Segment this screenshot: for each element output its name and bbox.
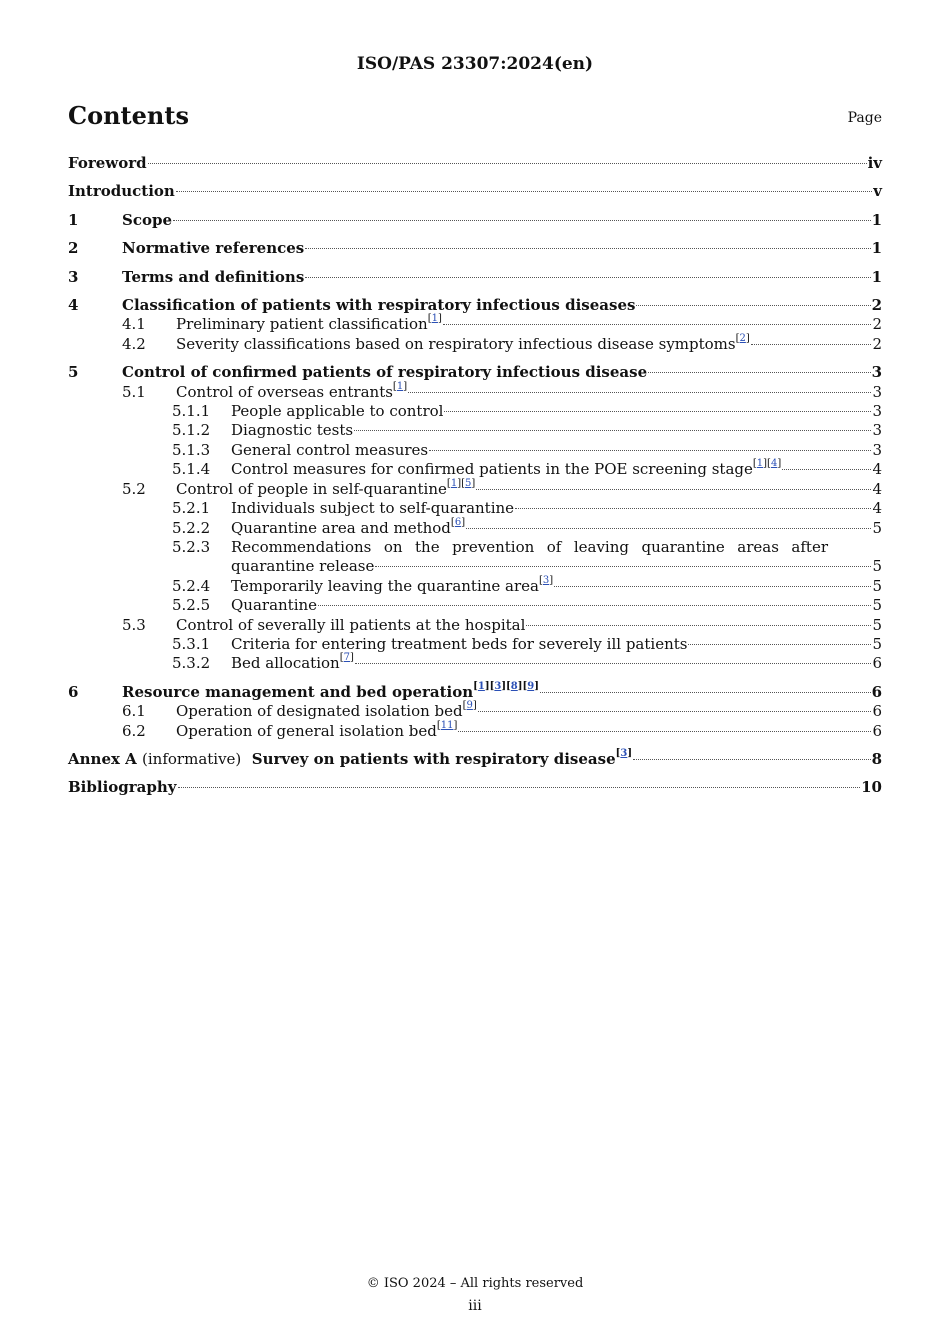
- leader-dots: [540, 692, 871, 693]
- toc-title: Diagnostic tests: [231, 421, 354, 440]
- toc-entry-5-2-4[interactable]: [68, 574, 882, 596]
- leader-dots: [173, 220, 871, 221]
- toc-title: Normative references: [122, 239, 305, 258]
- toc-page: 2: [871, 296, 882, 315]
- toc-number: 4.2: [122, 334, 146, 353]
- table-of-contents: [68, 154, 882, 798]
- leader-dots: [178, 787, 861, 788]
- toc-entry-foreword[interactable]: [68, 154, 882, 173]
- toc-entry-bibliography[interactable]: [68, 778, 882, 797]
- leader-dots: [176, 191, 872, 192]
- toc-number: 5.1.4: [172, 460, 211, 479]
- toc-page: 3: [871, 363, 882, 382]
- contents-heading: Contents: [68, 101, 189, 130]
- toc-title: quarantine release: [231, 557, 375, 576]
- toc-entry-5-1[interactable]: [68, 380, 882, 402]
- toc-page: iv: [867, 154, 882, 172]
- toc-number: 5.1: [122, 382, 146, 401]
- toc-page: 6: [871, 682, 882, 701]
- leader-dots: [305, 277, 870, 278]
- page-number: iii: [468, 1298, 482, 1314]
- toc-number: 5.3.2: [172, 654, 211, 673]
- toc-title: Individuals subject to self-quarantine: [231, 499, 515, 518]
- leader-dots: [633, 759, 871, 760]
- toc-title: Quarantine: [231, 596, 318, 615]
- toc-page: 3: [872, 440, 882, 459]
- citation-link[interactable]: 4: [770, 458, 778, 470]
- toc-title: Introduction: [68, 182, 175, 201]
- toc-title: Recommendations on the prevention of leaving quarantine areas after: [231, 537, 828, 556]
- toc-entry-5-3[interactable]: [68, 616, 882, 635]
- toc-number: 5.2: [122, 479, 146, 498]
- toc-title: Annex A (informative) Survey on patients with respiratory disease[3]: [68, 747, 633, 768]
- toc-entry-control-confirmed-patients[interactable]: [68, 363, 882, 382]
- toc-title: Foreword: [68, 154, 147, 172]
- leader-dots: [526, 625, 871, 626]
- page-column-label: Page: [847, 110, 882, 126]
- toc-title: Temporarily leaving the quarantine area[3]: [231, 574, 554, 595]
- toc-page: 2: [872, 315, 882, 334]
- citation-link[interactable]: 3: [620, 747, 628, 759]
- toc-title: Criteria for entering treatment beds for severely ill patients: [231, 634, 688, 653]
- toc-number: 5.3.1: [172, 634, 211, 653]
- leader-dots: [458, 731, 871, 732]
- toc-entry-5-2-5[interactable]: [68, 596, 882, 615]
- toc-number: 6: [68, 682, 79, 701]
- toc-title: Bibliography: [68, 778, 177, 797]
- toc-entry-5-1-2[interactable]: [68, 421, 882, 440]
- toc-page: 1: [871, 239, 882, 258]
- toc-title: Scope: [122, 210, 173, 229]
- toc-title: Preliminary patient classification[1]: [176, 313, 442, 334]
- toc-title: Control of confirmed patients of respiratory infectious disease: [122, 363, 648, 382]
- citation-link[interactable]: 7: [343, 652, 350, 664]
- toc-page: 6: [872, 702, 882, 721]
- toc-number: 6.2: [122, 721, 146, 740]
- toc-page: 6: [872, 721, 882, 740]
- toc-page: 5: [872, 518, 882, 537]
- leader-dots: [429, 450, 871, 451]
- document-id-header: ISO/PAS 23307:2024(en): [356, 54, 594, 74]
- leader-dots: [354, 430, 871, 431]
- toc-entry-4-2[interactable]: [68, 332, 882, 354]
- toc-entry-annex-a[interactable]: [68, 747, 882, 769]
- toc-title: People applicable to control: [231, 402, 444, 421]
- toc-page: 8: [871, 749, 882, 768]
- citation-link[interactable]: 5: [465, 477, 472, 489]
- toc-title: Control of overseas entrants[1]: [176, 380, 408, 401]
- toc-number: 5.2.4: [172, 576, 211, 595]
- citation-link[interactable]: 6: [454, 516, 462, 528]
- toc-entry-4-1[interactable]: [68, 315, 882, 334]
- toc-title: General control measures: [231, 440, 429, 459]
- toc-page: 5: [872, 615, 882, 634]
- leader-dots: [515, 508, 871, 509]
- toc-page: 4: [872, 460, 882, 479]
- toc-entry-5-2[interactable]: [68, 477, 882, 499]
- citation-link[interactable]: 2: [739, 332, 746, 344]
- toc-entry-terms-and-definitions[interactable]: [68, 268, 882, 287]
- toc-number: 5.1.1: [172, 402, 211, 421]
- leader-dots: [688, 644, 871, 645]
- toc-title: Operation of general isolation bed[11]: [176, 719, 458, 740]
- toc-entry-5-1-1[interactable]: [68, 402, 882, 421]
- leader-dots: [444, 411, 871, 412]
- toc-entry-classification[interactable]: [68, 296, 882, 315]
- leader-dots: [375, 566, 871, 567]
- citation-link[interactable]: 1: [756, 458, 764, 470]
- toc-page: 3: [872, 421, 882, 440]
- leader-dots: [408, 392, 871, 393]
- toc-entry-6-1[interactable]: [68, 702, 882, 721]
- citation-link[interactable]: 1: [477, 680, 485, 692]
- leader-dots: [476, 489, 871, 490]
- toc-title: Control of people in self-quarantine[1][5]: [176, 477, 476, 498]
- citation-link[interactable]: 3: [494, 680, 502, 692]
- toc-page: 6: [872, 654, 882, 673]
- leader-dots: [466, 528, 871, 529]
- toc-page: 5: [872, 557, 882, 576]
- toc-title: Resource management and bed operation[1][3][8][9]: [122, 680, 539, 701]
- toc-entry-scope[interactable]: [68, 211, 882, 230]
- toc-entry-introduction[interactable]: [68, 182, 882, 201]
- toc-title: Severity classifications based on respiratory infectious disease symptoms[2]: [176, 332, 750, 353]
- toc-number: 1: [68, 210, 79, 229]
- leader-dots: [782, 469, 871, 470]
- toc-number: 5: [68, 363, 79, 382]
- copyright-footer: © ISO 2024 – All rights reserved: [366, 1276, 584, 1291]
- toc-entry-5-2-3-continued[interactable]: [68, 557, 882, 576]
- leader-dots: [305, 248, 870, 249]
- leader-dots: [318, 605, 871, 606]
- leader-dots: [148, 163, 867, 164]
- leader-dots: [478, 711, 872, 712]
- citation-link[interactable]: 1: [450, 477, 458, 489]
- toc-title: Control of severally ill patients at the hospital: [176, 615, 526, 634]
- leader-dots: [355, 663, 872, 664]
- toc-number: 3: [68, 267, 79, 286]
- toc-number: 4.1: [122, 315, 146, 334]
- citation-link[interactable]: 11: [440, 719, 454, 731]
- toc-title: Quarantine area and method[6]: [231, 516, 466, 537]
- toc-page: 1: [871, 267, 882, 286]
- toc-number: 5.2.1: [172, 499, 211, 518]
- toc-entry-5-3-2[interactable]: [68, 654, 882, 673]
- toc-number: 2: [68, 239, 79, 258]
- toc-entry-5-2-1[interactable]: [68, 499, 882, 518]
- toc-number: 4: [68, 296, 79, 315]
- toc-number: 5.1.2: [172, 421, 211, 440]
- toc-page: 3: [872, 402, 882, 421]
- leader-dots: [443, 324, 872, 325]
- citation-link[interactable]: 3: [542, 574, 550, 586]
- citation-link[interactable]: 9: [527, 680, 535, 692]
- leader-dots: [636, 305, 870, 306]
- toc-entry-5-3-1[interactable]: [68, 635, 882, 654]
- toc-page: 4: [872, 479, 882, 498]
- citation-link[interactable]: 8: [510, 680, 518, 692]
- toc-entry-normative-references[interactable]: [68, 239, 882, 258]
- toc-entry-5-1-4[interactable]: [68, 460, 882, 479]
- toc-page: v: [873, 182, 882, 201]
- toc-number: 5.2.5: [172, 596, 211, 615]
- toc-number: 6.1: [122, 702, 146, 721]
- toc-entry-6-2[interactable]: [68, 719, 882, 741]
- toc-number: 5.2.3: [172, 537, 211, 556]
- toc-page: 5: [872, 634, 882, 653]
- toc-page: 3: [872, 382, 882, 401]
- leader-dots: [751, 344, 872, 345]
- toc-entry-5-2-2[interactable]: [68, 516, 882, 538]
- leader-dots: [554, 586, 871, 587]
- toc-page: 10: [861, 778, 882, 797]
- citation-link[interactable]: 9: [466, 700, 473, 712]
- toc-number: 5.2.2: [172, 518, 211, 537]
- toc-title: Terms and definitions: [122, 267, 305, 286]
- toc-number: 5.1.3: [172, 440, 211, 459]
- toc-page: 2: [872, 334, 882, 353]
- toc-page: 5: [872, 596, 882, 615]
- toc-number: 5.3: [122, 615, 146, 634]
- toc-title: Control measures for confirmed patients in the POE screening stage[1][4]: [231, 458, 782, 479]
- toc-page: 5: [872, 576, 882, 595]
- citation-link[interactable]: 1: [431, 313, 438, 325]
- toc-title: Operation of designated isolation bed[9]: [176, 700, 477, 721]
- citation-link[interactable]: 1: [396, 380, 404, 392]
- toc-entry-5-2-3[interactable]: [68, 538, 882, 557]
- toc-title: Bed allocation[7]: [231, 652, 354, 673]
- leader-dots: [648, 372, 870, 373]
- toc-page: 4: [872, 499, 882, 518]
- toc-title: Classification of patients with respiratory infectious diseases: [122, 296, 636, 315]
- toc-page: 1: [871, 210, 882, 229]
